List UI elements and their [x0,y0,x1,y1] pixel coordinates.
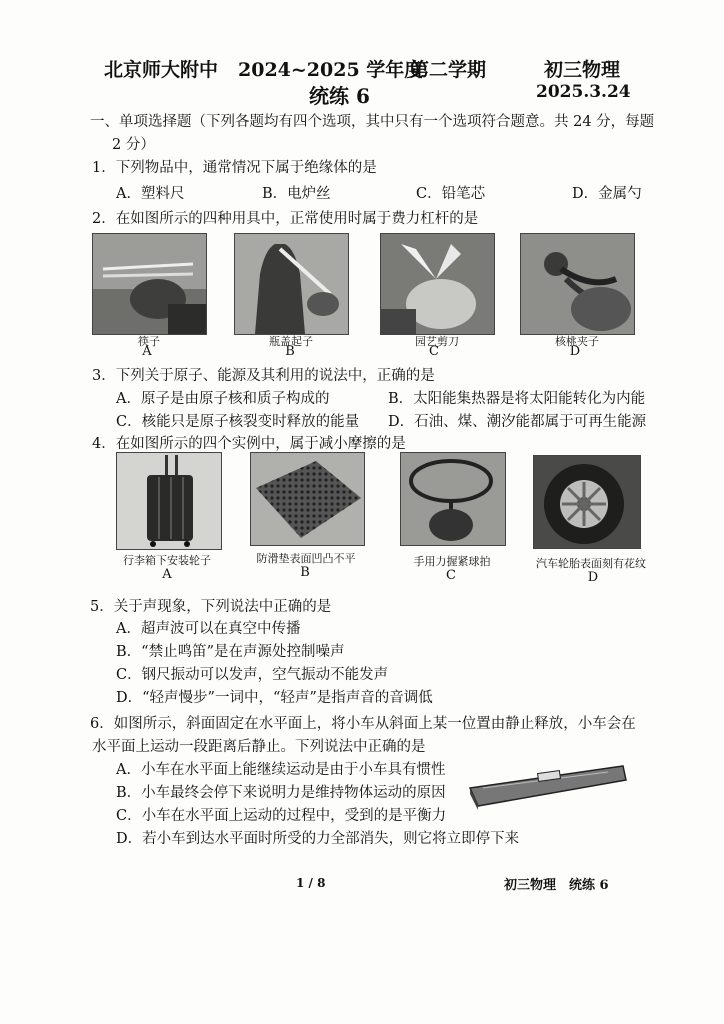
header-semester: 第二学期 [410,59,487,81]
page-number: 1 / 8 [296,876,326,890]
q1-option-a: A．塑料尺 [116,186,185,202]
q5-option-d: D．“轻声慢步”一词中，“轻声”是指声音的音调低 [116,690,433,706]
header-subject: 初三物理 [544,59,621,81]
anti-slip-mat-photo [250,452,365,546]
q4-letter-d: D [587,570,599,585]
footer-label: 初三物理 统练 6 [504,878,609,893]
q6-option-d: D．若小车到达水平面时所受的力全部消失，则它将立即停下来 [116,831,520,847]
q6-option-a: A．小车在水平面上能继续运动是由于小车具有惯性 [116,762,446,778]
q2-letter-c: C [429,344,439,359]
q6-stem-line2: 水平面上运动一段距离后静止。下列说法中正确的是 [92,739,426,755]
chopsticks-photo [92,233,207,335]
q4-letter-a: A [162,567,172,582]
q2-caption-c: 园艺剪刀 [415,335,459,348]
q3-option-c: C．核能只是原子核裂变时释放的能量 [116,414,360,430]
section-heading-cont: 2 分） [112,137,155,153]
q3-option-b: B．太阳能集热器是将太阳能转化为内能 [388,391,646,407]
q2-stem: 2．在如图所示的四种用具中，正常使用时属于费力杠杆的是 [92,211,479,227]
q1-option-d: D．金属勺 [572,186,642,202]
q2-letter-d: D [569,344,581,359]
q1-stem: 1．下列物品中，通常情况下属于绝缘体的是 [92,160,377,176]
q3-option-d: D．石油、煤、潮汐能都属于可再生能源 [388,414,647,430]
q4-letter-b: B [300,565,310,580]
q5-stem: 5．关于声现象，下列说法中正确的是 [90,599,332,615]
bottle-opener-photo [234,233,349,335]
q6-stem-line1: 6．如图所示，斜面固定在水平面上，将小车从斜面上某一位置由静止释放，小车会在 [90,716,636,732]
q4-caption-a: 行李箱下安装轮子 [123,554,211,567]
q4-caption-c: 手用力握紧球拍 [413,555,491,568]
q4-stem: 4．在如图所示的四个实例中，属于减小摩擦的是 [92,436,406,452]
racket-photo [400,452,506,546]
section-heading: 一、单项选择题（下列各题均有四个选项，其中只有一个选项符合题意。共 24 分，每题 [90,114,655,130]
q2-caption-b: 瓶盖起子 [269,335,313,348]
ramp-diagram [468,758,628,810]
q2-letter-b: B [285,344,295,359]
header-year: 2024~2025 学年度 [238,59,424,81]
page-title: 统练 6 [309,84,370,108]
suitcase-photo [116,452,222,550]
q3-option-a: A．原子是由原子核和质子构成的 [116,391,330,407]
tire-photo [533,455,641,549]
walnut-cracker-photo [520,233,635,335]
q6-option-b: B．小车最终会停下来说明力是维持物体运动的原因 [116,785,446,801]
q4-caption-b: 防滑垫表面凹凸不平 [256,552,356,565]
header-school: 北京师大附中 [104,59,219,81]
q6-option-c: C．小车在水平面上运动的过程中，受到的是平衡力 [116,808,447,824]
q4-caption-d: 汽车轮胎表面刻有花纹 [536,557,646,570]
q2-caption-a: 筷子 [138,335,160,348]
q5-option-a: A．超声波可以在真空中传播 [116,621,301,637]
header-date: 2025.3.24 [536,82,631,102]
q4-letter-c: C [446,568,456,583]
q5-option-b: B．“禁止鸣笛”是在声源处控制噪声 [116,644,345,660]
q2-letter-a: A [142,344,152,359]
q5-option-c: C．钢尺振动可以发声，空气振动不能发声 [116,667,389,683]
q1-option-c: C．铅笔芯 [416,186,486,202]
garden-shears-photo [380,233,495,335]
q1-option-b: B．电炉丝 [262,186,331,202]
q3-stem: 3．下列关于原子、能源及其利用的说法中，正确的是 [92,368,435,384]
q2-caption-d: 核桃夹子 [555,335,599,348]
